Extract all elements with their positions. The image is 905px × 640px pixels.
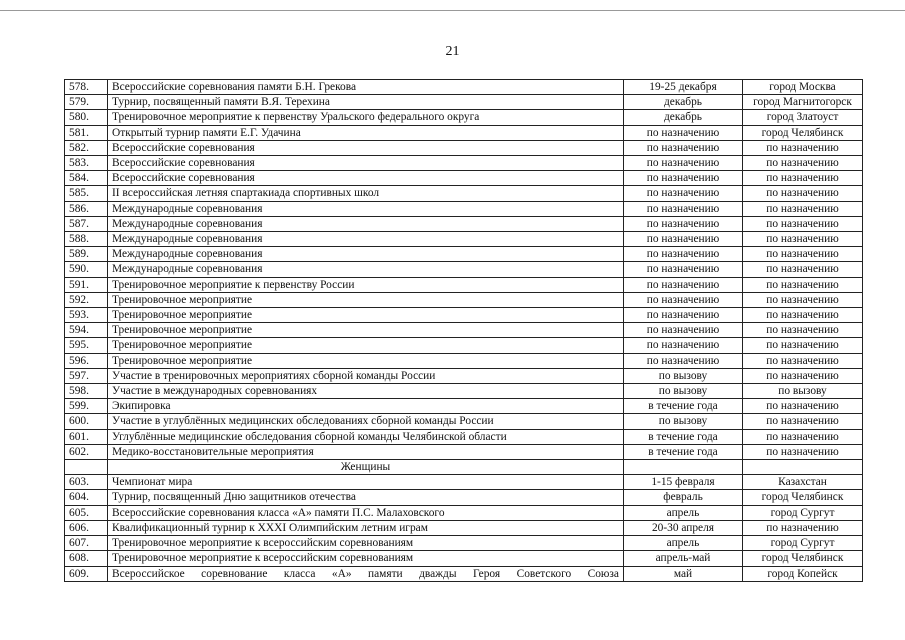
event-place-cell: город Сургут — [743, 536, 863, 551]
row-number-cell: 592. — [65, 292, 108, 307]
row-number-cell: 594. — [65, 323, 108, 338]
row-number-cell: 582. — [65, 140, 108, 155]
event-place-cell: по назначению — [743, 520, 863, 535]
event-name-cell: Квалификационный турнир к XXXI Олимпийским летним играм — [108, 520, 624, 535]
event-date-cell: 20-30 апреля — [624, 520, 743, 535]
event-date-cell: в течение года — [624, 429, 743, 444]
event-date-cell: апрель — [624, 505, 743, 520]
table-row — [65, 368, 863, 383]
table-row — [65, 551, 863, 566]
event-place-cell: город Копейск — [743, 566, 863, 581]
table-row — [65, 171, 863, 186]
row-number-cell: 588. — [65, 232, 108, 247]
row-number-cell — [65, 460, 108, 475]
event-date-cell — [624, 460, 743, 475]
event-name-cell: Тренировочное мероприятие — [108, 338, 624, 353]
event-date-cell: по назначению — [624, 125, 743, 140]
events-table — [64, 79, 863, 582]
event-place-cell: по назначению — [743, 399, 863, 414]
event-date-cell: апрель-май — [624, 551, 743, 566]
row-number-cell: 585. — [65, 186, 108, 201]
table-row — [65, 338, 863, 353]
table-row — [65, 536, 863, 551]
event-date-cell: 19-25 декабря — [624, 80, 743, 95]
event-name-cell: Международные соревнования — [108, 201, 624, 216]
table-row — [65, 308, 863, 323]
table-row — [65, 156, 863, 171]
row-number-cell: 607. — [65, 536, 108, 551]
table-row — [65, 292, 863, 307]
event-name-cell: Международные соревнования — [108, 232, 624, 247]
table-row — [65, 125, 863, 140]
event-place-cell: Казахстан — [743, 475, 863, 490]
event-date-cell: по назначению — [624, 201, 743, 216]
event-name-cell: Турнир, посвященный памяти В.Я. Терехина — [108, 95, 624, 110]
table-row — [65, 566, 863, 581]
row-number-cell: 591. — [65, 277, 108, 292]
row-number-cell: 597. — [65, 368, 108, 383]
event-place-cell: город Златоуст — [743, 110, 863, 125]
page-top-edge — [0, 0, 905, 11]
event-name-cell: Тренировочное мероприятие к первенству России — [108, 277, 624, 292]
event-name-cell: Тренировочное мероприятие к всероссийским соревнованиям — [108, 551, 624, 566]
event-name-cell: Всероссийские соревнования памяти Б.Н. Грекова — [108, 80, 624, 95]
row-number-cell: 580. — [65, 110, 108, 125]
event-place-cell: по назначению — [743, 186, 863, 201]
row-number-cell: 603. — [65, 475, 108, 490]
event-name-cell: Всероссийские соревнования — [108, 171, 624, 186]
event-name-cell: Международные соревнования — [108, 216, 624, 231]
event-name-cell: II всероссийская летняя спартакиада спортивных школ — [108, 186, 624, 201]
table-row — [65, 323, 863, 338]
table-row — [65, 140, 863, 155]
event-name-cell: Медико-восстановительные мероприятия — [108, 444, 624, 459]
event-name-cell: Углублённые медицинские обследования сборной команды Челябинской области — [108, 429, 624, 444]
row-number-cell: 605. — [65, 505, 108, 520]
row-number-cell: 584. — [65, 171, 108, 186]
event-date-cell: по назначению — [624, 186, 743, 201]
table-row — [65, 490, 863, 505]
row-number-cell: 606. — [65, 520, 108, 535]
event-place-cell: по назначению — [743, 353, 863, 368]
event-name-cell: Турнир, посвященный Дню защитников отечества — [108, 490, 624, 505]
event-date-cell: в течение года — [624, 444, 743, 459]
table-row — [65, 520, 863, 535]
event-name-cell: Открытый турнир памяти Е.Г. Удачина — [108, 125, 624, 140]
table-row — [65, 201, 863, 216]
event-date-cell: по назначению — [624, 353, 743, 368]
row-number-cell: 579. — [65, 95, 108, 110]
event-name-cell: Тренировочное мероприятие к всероссийским соревнованиям — [108, 536, 624, 551]
event-place-cell: по назначению — [743, 338, 863, 353]
event-place-cell: по назначению — [743, 368, 863, 383]
event-date-cell: по назначению — [624, 171, 743, 186]
table-row — [65, 247, 863, 262]
row-number-cell: 609. — [65, 566, 108, 581]
event-date-cell: 1-15 февраля — [624, 475, 743, 490]
event-name-cell: Международные соревнования — [108, 247, 624, 262]
event-place-cell: по вызову — [743, 384, 863, 399]
event-place-cell: по назначению — [743, 323, 863, 338]
event-date-cell: по вызову — [624, 414, 743, 429]
row-number-cell: 608. — [65, 551, 108, 566]
event-place-cell: по назначению — [743, 277, 863, 292]
table-row — [65, 429, 863, 444]
event-place-cell: город Сургут — [743, 505, 863, 520]
table-row — [65, 232, 863, 247]
event-name-cell: Всероссийские соревнования класса «А» памяти П.С. Малаховского — [108, 505, 624, 520]
event-date-cell: по назначению — [624, 216, 743, 231]
event-place-cell: по назначению — [743, 247, 863, 262]
event-name-cell: Женщины — [108, 460, 624, 475]
event-name-cell: Чемпионат мира — [108, 475, 624, 490]
event-name-cell: Всероссийские соревнования — [108, 140, 624, 155]
row-number-cell: 599. — [65, 399, 108, 414]
row-number-cell: 602. — [65, 444, 108, 459]
event-date-cell: по назначению — [624, 292, 743, 307]
table-row — [65, 216, 863, 231]
table-row — [65, 444, 863, 459]
event-date-cell: по назначению — [624, 277, 743, 292]
event-date-cell: по назначению — [624, 262, 743, 277]
row-number-cell: 595. — [65, 338, 108, 353]
table-row — [65, 186, 863, 201]
event-date-cell: апрель — [624, 536, 743, 551]
table-row — [65, 262, 863, 277]
table-row — [65, 414, 863, 429]
event-place-cell: по назначению — [743, 232, 863, 247]
event-name-cell: Международные соревнования — [108, 262, 624, 277]
event-place-cell: город Челябинск — [743, 551, 863, 566]
event-date-cell: май — [624, 566, 743, 581]
table-row — [65, 95, 863, 110]
row-number-cell: 586. — [65, 201, 108, 216]
event-place-cell: по назначению — [743, 429, 863, 444]
event-name-cell: Всероссийские соревнования — [108, 156, 624, 171]
event-date-cell: по назначению — [624, 323, 743, 338]
page-number: 21 — [445, 44, 460, 59]
events-table-body — [65, 80, 863, 582]
event-date-cell: по назначению — [624, 140, 743, 155]
table-row — [65, 475, 863, 490]
table-row — [65, 80, 863, 95]
event-name-cell: Тренировочное мероприятие — [108, 353, 624, 368]
table-row — [65, 277, 863, 292]
event-name-cell: Всероссийское соревнование класса «А» памяти дважды Героя Советского Союза — [108, 566, 624, 581]
event-place-cell: по назначению — [743, 292, 863, 307]
event-date-cell: по назначению — [624, 232, 743, 247]
event-place-cell: город Москва — [743, 80, 863, 95]
event-place-cell: по назначению — [743, 444, 863, 459]
row-number-cell: 581. — [65, 125, 108, 140]
table-row — [65, 399, 863, 414]
table-row — [65, 110, 863, 125]
table-row — [65, 384, 863, 399]
event-name-cell: Тренировочное мероприятие — [108, 308, 624, 323]
event-date-cell: по назначению — [624, 308, 743, 323]
row-number-cell: 578. — [65, 80, 108, 95]
event-place-cell: город Челябинск — [743, 490, 863, 505]
row-number-cell: 590. — [65, 262, 108, 277]
event-name-cell: Тренировочное мероприятие к первенству Уральского федерального округа — [108, 110, 624, 125]
event-name-cell: Тренировочное мероприятие — [108, 323, 624, 338]
section-header-row — [65, 460, 863, 475]
row-number-cell: 598. — [65, 384, 108, 399]
event-place-cell — [743, 460, 863, 475]
event-date-cell: по вызову — [624, 368, 743, 383]
event-name-cell: Экипировка — [108, 399, 624, 414]
event-date-cell: декабрь — [624, 95, 743, 110]
event-place-cell: по назначению — [743, 171, 863, 186]
row-number-cell: 600. — [65, 414, 108, 429]
event-place-cell: по назначению — [743, 156, 863, 171]
event-name-cell: Участие в углублённых медицинских обследованиях сборной команды России — [108, 414, 624, 429]
row-number-cell: 589. — [65, 247, 108, 262]
event-place-cell: по назначению — [743, 414, 863, 429]
row-number-cell: 583. — [65, 156, 108, 171]
event-date-cell: по назначению — [624, 156, 743, 171]
event-name-cell: Тренировочное мероприятие — [108, 292, 624, 307]
row-number-cell: 596. — [65, 353, 108, 368]
event-place-cell: по назначению — [743, 140, 863, 155]
event-date-cell: в течение года — [624, 399, 743, 414]
table-row — [65, 353, 863, 368]
event-date-cell: февраль — [624, 490, 743, 505]
event-place-cell: по назначению — [743, 308, 863, 323]
event-date-cell: по назначению — [624, 247, 743, 262]
event-date-cell: декабрь — [624, 110, 743, 125]
event-place-cell: по назначению — [743, 262, 863, 277]
table-row — [65, 505, 863, 520]
event-name-cell: Участие в тренировочных мероприятиях сборной команды России — [108, 368, 624, 383]
event-place-cell: город Магнитогорск — [743, 95, 863, 110]
row-number-cell: 593. — [65, 308, 108, 323]
row-number-cell: 604. — [65, 490, 108, 505]
event-place-cell: город Челябинск — [743, 125, 863, 140]
event-date-cell: по назначению — [624, 338, 743, 353]
event-place-cell: по назначению — [743, 216, 863, 231]
event-name-cell: Участие в международных соревнованиях — [108, 384, 624, 399]
event-place-cell: по назначению — [743, 201, 863, 216]
event-date-cell: по вызову — [624, 384, 743, 399]
row-number-cell: 587. — [65, 216, 108, 231]
row-number-cell: 601. — [65, 429, 108, 444]
